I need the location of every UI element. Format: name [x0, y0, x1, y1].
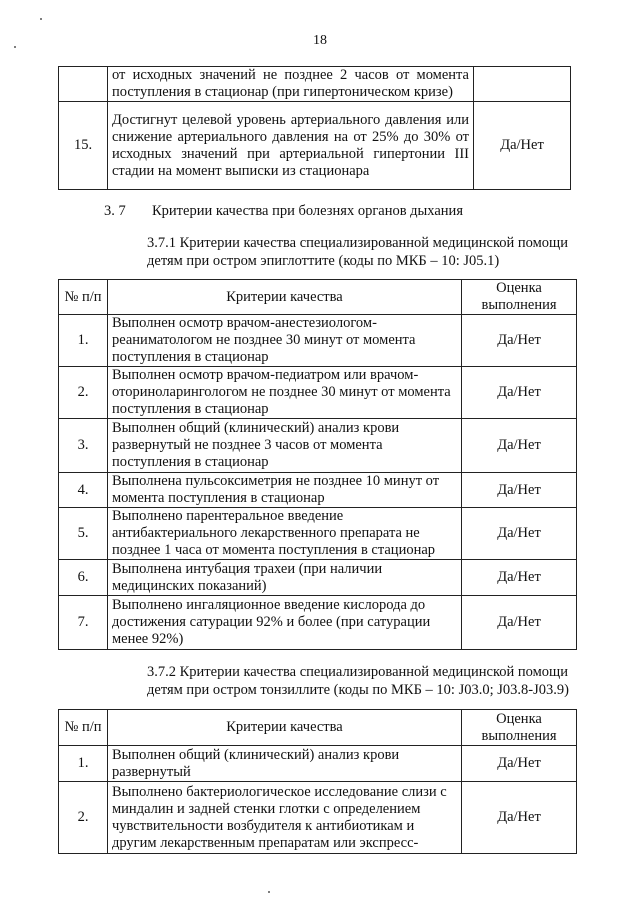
row-number: 4.	[59, 473, 108, 508]
scan-speck	[268, 891, 270, 893]
tonsillitis-criteria-table	[58, 709, 577, 854]
result-value: Да/Нет	[462, 560, 577, 596]
row-number: 15.	[59, 102, 108, 190]
result-value: Да/Нет	[462, 473, 577, 508]
criterion-text: Выполнен общий (клинический) анализ крови развернутый	[108, 746, 462, 782]
page-number: 18	[313, 33, 327, 48]
criterion-text: Достигнут целевой уровень артериального давления или снижение артериального давления на от 25% до 30% от исходных значений при артериальной гипертонии III стадии на момент выписки из стационара	[108, 102, 474, 190]
row-number: 2.	[59, 367, 108, 419]
row-number: 6.	[59, 560, 108, 596]
scan-speck	[40, 18, 42, 20]
result-value: Да/Нет	[462, 596, 577, 650]
table-header-row	[59, 710, 577, 746]
subsection-title: 3.7.1 Критерии качества специализированной медицинской помощи детям при остром эпиглоттите (коды по МКБ – 10: J05.1)	[147, 235, 568, 269]
table-row	[59, 473, 577, 508]
criterion-text: Выполнен общий (клинический) анализ крови развернутый не позднее 3 часов от момента поступления в стационар	[108, 419, 462, 473]
table-row	[59, 367, 577, 419]
row-number: 3.	[59, 419, 108, 473]
table-row	[59, 560, 577, 596]
table-row	[59, 782, 577, 854]
result-value: Да/Нет	[462, 419, 577, 473]
row-number: 1.	[59, 315, 108, 367]
section-number: 3. 7	[104, 203, 126, 219]
subsection-title: 3.7.2 Критерии качества специализированной медицинской помощи детям при остром тонзиллите (коды по МКБ – 10: J03.0; J03.8-J03.9)	[147, 664, 569, 698]
header-number: № п/п	[59, 280, 108, 315]
row-number: 2.	[59, 782, 108, 854]
result-value	[474, 67, 571, 102]
header-criteria: Критерии качества	[108, 280, 462, 315]
result-value: Да/Нет	[474, 102, 571, 190]
result-value: Да/Нет	[462, 367, 577, 419]
row-number: 1.	[59, 746, 108, 782]
criterion-text: Выполнен осмотр врачом-педиатром или врачом-оториноларингологом не позднее 30 минут от момента поступления в стационар	[108, 367, 462, 419]
epiglottitis-criteria-table	[58, 279, 577, 650]
result-value: Да/Нет	[462, 315, 577, 367]
table-row	[59, 419, 577, 473]
table-row	[59, 102, 571, 190]
criterion-text: Выполнено бактериологическое исследование слизи с миндалин и задней стенки глотки с определением чувствительности возбудителя к антибиотикам и другим лекарственным препаратам или экспресс-	[108, 782, 462, 854]
criterion-text: Выполнено парентеральное введение антибактериального лекарственного препарата не позднее 1 часа от момента поступления в стационар	[108, 508, 462, 560]
header-result: Оценка выполнения	[462, 280, 577, 315]
criterion-text: Выполнена интубация трахеи (при наличии медицинских показаний)	[108, 560, 462, 596]
table-row	[59, 315, 577, 367]
table-header-row	[59, 280, 577, 315]
table-row	[59, 67, 571, 102]
header-result: Оценка выполнения	[462, 710, 577, 746]
top-criteria-table	[58, 66, 571, 190]
table-row	[59, 508, 577, 560]
criterion-text: от исходных значений не позднее 2 часов от момента поступления в стационар (при гипертоническом кризе)	[108, 67, 474, 102]
section-title: Критерии качества при болезнях органов дыхания	[152, 203, 463, 219]
row-number	[59, 67, 108, 102]
header-number: № п/п	[59, 710, 108, 746]
result-value: Да/Нет	[462, 508, 577, 560]
criterion-text: Выполнена пульсоксиметрия не позднее 10 минут от момента поступления в стационар	[108, 473, 462, 508]
result-value: Да/Нет	[462, 782, 577, 854]
table-row	[59, 746, 577, 782]
row-number: 5.	[59, 508, 108, 560]
criterion-text: Выполнен осмотр врачом-анестезиологом-реаниматологом не позднее 30 минут от момента поступления в стационар	[108, 315, 462, 367]
header-criteria: Критерии качества	[108, 710, 462, 746]
table-row	[59, 596, 577, 650]
row-number: 7.	[59, 596, 108, 650]
result-value: Да/Нет	[462, 746, 577, 782]
criterion-text: Выполнено ингаляционное введение кислорода до достижения сатурации 92% и более (при сатурации менее 92%)	[108, 596, 462, 650]
